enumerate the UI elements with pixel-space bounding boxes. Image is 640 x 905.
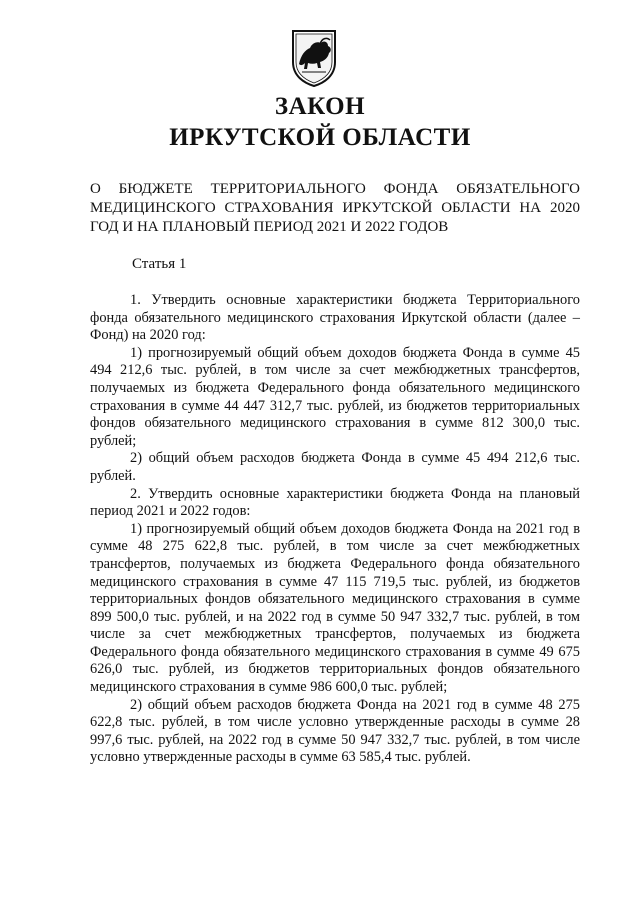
article-label: Статья 1 xyxy=(132,256,187,272)
law-region: ИРКУТСКОЙ ОБЛАСТИ xyxy=(169,124,471,151)
law-title: ЗАКОН xyxy=(274,93,366,120)
paragraph-2: 2. Утвердить основные характеристики бюджета Фонда на плановый период 2021 и 2022 годов: xyxy=(90,485,580,520)
article-body xyxy=(90,292,580,767)
law-subject: О БЮДЖЕТЕ ТЕРРИТОРИАЛЬНОГО ФОНДА ОБЯЗАТЕЛЬНОГО МЕДИЦИНСКОГО СТРАХОВАНИЯ ИРКУТСКОЙ ОБЛАСТИ НА 2020 ГОД И НА ПЛАНОВЫЙ ПЕРИОД 2021 И 2022 ГОДОВ xyxy=(90,181,580,235)
paragraph-1-2: 2) общий объем расходов бюджета Фонда в сумме 45 494 212,6 тыс. рублей. xyxy=(90,450,580,484)
coat-of-arms-icon xyxy=(290,28,338,88)
paragraph-2-2: 2) общий объем расходов бюджета Фонда на 2021 год в сумме 48 275 622,8 тыс. рублей, в том числе условно утвержденные расходы в сумме 28 997,6 тыс. рублей, на 2022 год в сумме 50 947 332,7 тыс. рублей, в том числе условно утвержденные расходы в сумме 63 585,4 тыс. рублей. xyxy=(90,696,580,766)
paragraph-2-1: 1) прогнозируемый общий объем доходов бюджета Фонда на 2021 год в сумме 48 275 622,8 тыс. рублей, в том числе за счет межбюджетных трансфертов, получаемых из бюджета Федерального фонда обязательного медицинского страхования в сумме 47 115 719,5 тыс. рублей, из бюджетов территориальных фондов обязательного медицинского страхования в сумме 899 500,0 тыс. рублей, и на 2022 год в сумме 50 947 332,7 тыс. рублей, в том числе за счет межбюджетных трансфертов, получаемых из бюджета Федерального фонда обязательного медицинского страхования в сумме 49 675 626,0 тыс. рублей, из бюджетов территориальных фондов обязательного медицинского страхования в сумме 986 600,0 тыс. рублей; xyxy=(90,520,580,696)
paragraph-1: 1. Утвердить основные характеристики бюджета Территориального фонда обязательного медицинского страхования Иркутской области (далее – Фонд) на 2020 год: xyxy=(90,292,580,344)
paragraph-1-1: 1) прогнозируемый общий объем доходов бюджета Фонда в сумме 45 494 212,6 тыс. рублей, в том числе за счет межбюджетных трансфертов, получаемых из бюджета Федерального фонда обязательного медицинского страхования в сумме 44 447 312,7 тыс. рублей, из бюджетов территориальных фондов обязательного медицинского страхования в сумме 812 300,0 тыс. рублей; xyxy=(90,344,580,449)
